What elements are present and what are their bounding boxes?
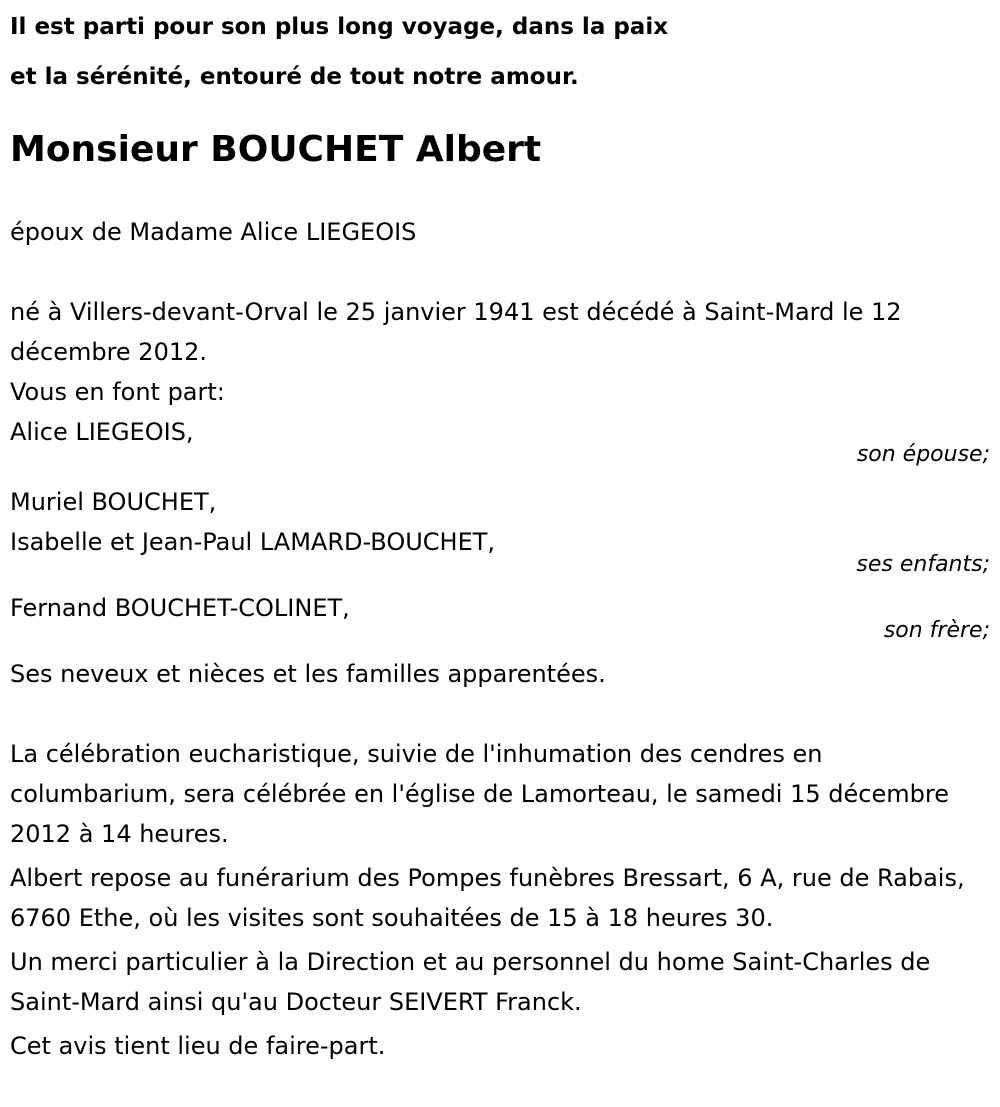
- family-group-spouse: [10, 412, 990, 468]
- relation-label: ses enfants;: [856, 552, 990, 577]
- relation-label: son frère;: [883, 618, 990, 643]
- intro-line-2: et la sérénité, entouré de tout notre amour.: [10, 64, 579, 90]
- funeral-home-paragraph: Albert repose au funérarium des Pompes funèbres Bressart, 6 A, rue de Rabais, 6760 Ethe, où les visites sont souhaitées de 15 à 18 heures 30.: [10, 864, 965, 932]
- obituary-page: [0, 2, 1000, 1107]
- spouse-line: époux de Madame Alice LIEGEOIS: [10, 218, 417, 246]
- family-member: Fernand BOUCHET-COLINET,: [10, 594, 350, 622]
- announce-line: Vous en font part:: [10, 378, 225, 406]
- closing-line: Cet avis tient lieu de faire-part.: [10, 1032, 386, 1060]
- family-member: Muriel BOUCHET,: [10, 488, 217, 516]
- thanks-paragraph: Un merci particulier à la Direction et au personnel du home Saint-Charles de Saint-Mard ainsi qu'au Docteur SEIVERT Franck.: [10, 948, 931, 1016]
- family-member: Alice LIEGEOIS,: [10, 418, 194, 446]
- family-group-children: [10, 482, 990, 578]
- deceased-name: Monsieur BOUCHET Albert: [10, 129, 542, 170]
- family-member: Isabelle et Jean-Paul LAMARD-BOUCHET,: [10, 528, 496, 556]
- intro-text: [10, 2, 990, 102]
- birth-death-line: né à Villers-devant-Orval le 25 janvier 1941 est décédé à Saint-Mard le 12 décembre 2012.: [10, 298, 902, 366]
- celebration-paragraph: La célébration eucharistique, suivie de l'inhumation des cendres en columbarium, sera célébrée en l'église de Lamorteau, le samedi 15 décembre 2012 à 14 heures.: [10, 740, 949, 848]
- family-group-brother: [10, 588, 990, 644]
- other-relatives-line: Ses neveux et nièces et les familles apparentées.: [10, 660, 606, 688]
- intro-line-1: Il est parti pour son plus long voyage, dans la paix: [10, 14, 669, 40]
- relation-label: son épouse;: [856, 442, 990, 467]
